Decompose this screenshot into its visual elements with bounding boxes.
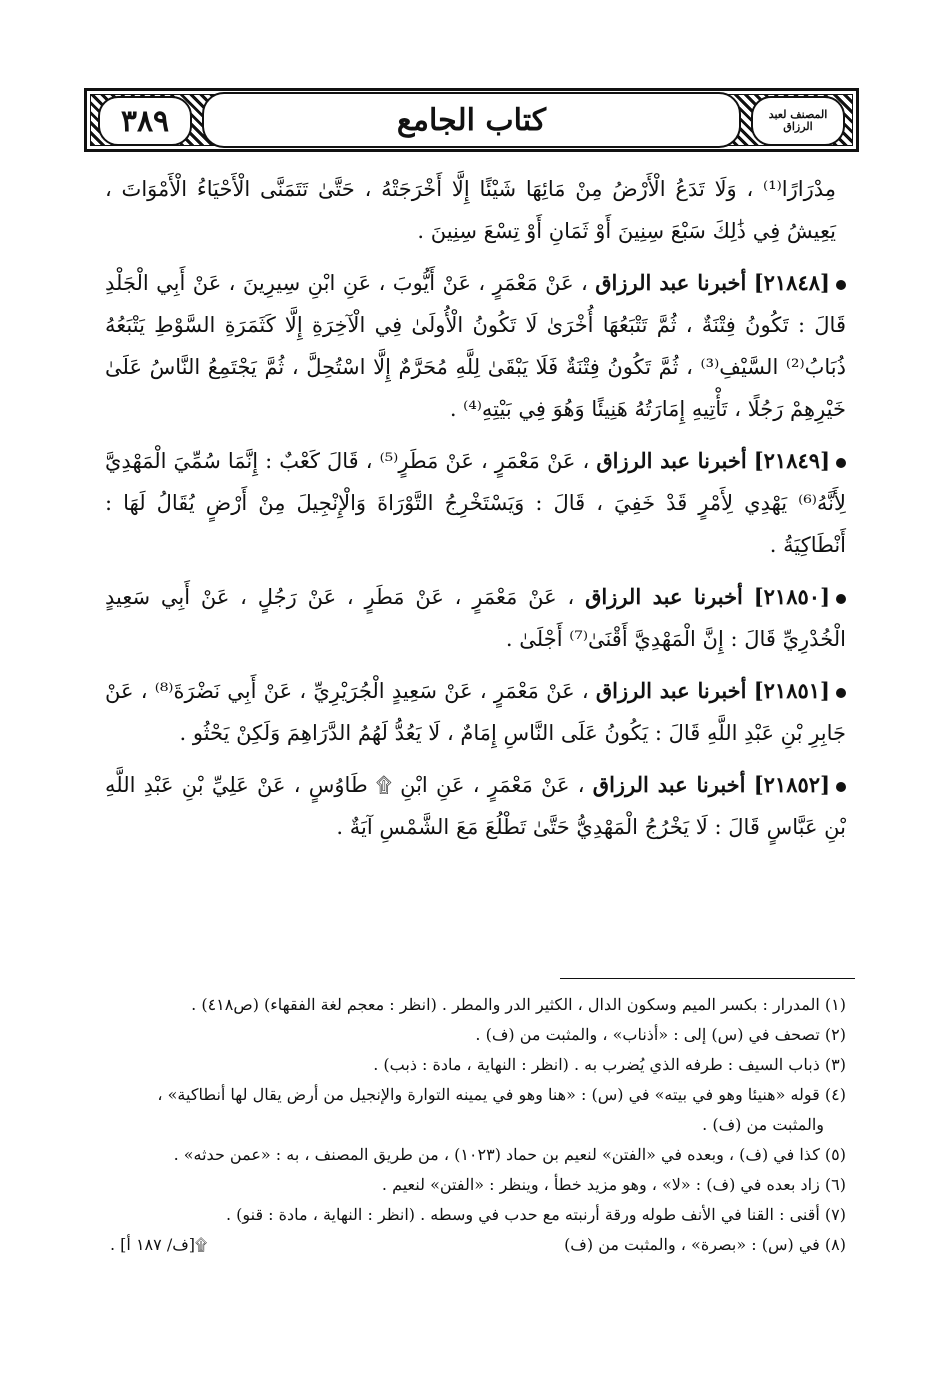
- hadith-text: ، عَنْ مَعْمَرٍ ، عَنْ سَعِيدٍ الْجُرَيْرِيِّ ، عَنْ أَبِي نَضْرَةَ⁽⁸⁾ ، عَنْ جَابِرِ بْنِ عَبْدِ اللَّهِ قَالَ : يَكُونُ عَلَى النَّاسِ إِمَامٌ ، لَا يَعُدُّ لَهُمُ الدَّرَاهِمَ وَلَكِنْ يَحْثُو .: [105, 679, 846, 745]
- akhbarana-label: أخبرنا عبد الرزاق: [585, 584, 743, 609]
- footnote-2: (٢) تصحف في (س) إلى : «أذناب» ، والمثبت من (ف) .: [475, 1025, 846, 1044]
- akhbarana-label: أخبرنا عبد الرزاق: [592, 772, 746, 797]
- chapter-title: كتاب الجامع: [396, 102, 547, 138]
- hadith-number: [٢١٨٥١]: [753, 678, 830, 703]
- bullet-icon: [836, 280, 846, 290]
- footnote-5: (٥) كذا في (ف) ، وبعده في «الفتن» لنعيم بن حماد (١٠٢٣) ، من طريق المصنف ، به : «عمن حدثه» .: [173, 1145, 846, 1164]
- akhbarana-label: أخبرنا عبد الرزاق: [595, 678, 747, 703]
- hadith-number: [٢١٨٥٢]: [753, 772, 830, 797]
- footnote-6: (٦) زاد بعده في (ف) : «لا» ، وهو مزيد خطأ ، وينظر : «الفتن» لنعيم .: [381, 1175, 846, 1194]
- bullet-icon: [836, 688, 846, 698]
- hadith-entry-21852: [105, 764, 846, 848]
- akhbarana-label: أخبرنا عبد الرزاق: [596, 448, 747, 473]
- footnote-divider: [560, 978, 855, 979]
- main-text: [105, 168, 846, 858]
- page-header: [84, 88, 859, 152]
- bullet-icon: [836, 782, 846, 792]
- hadith-number: [٢١٨٤٩]: [753, 448, 830, 473]
- bullet-icon: [836, 594, 846, 604]
- hadith-entry-21848: [105, 262, 846, 430]
- bullet-icon: [836, 458, 846, 468]
- footnote-8-row: [110, 1230, 846, 1260]
- hadith-text: ، عَنْ مَعْمَرٍ ، عَنِ ابْنِ ۩ طَاوُسٍ ، عَنْ عَلِيِّ بْنِ عَبْدِ اللَّهِ بْنِ عَبَّاسٍ قَالَ : لَا يَخْرُجُ الْمَهْدِيُّ حَتَّىٰ تَطْلُعَ مَعَ الشَّمْسِ آيَةٌ .: [105, 773, 846, 839]
- manuscript-marker: ۩[ف/ ١٨٧ أ] .: [110, 1235, 208, 1254]
- header-title-box: [202, 92, 741, 148]
- hadith-entry-21849: [105, 440, 846, 566]
- akhbarana-label: أخبرنا عبد الرزاق: [595, 270, 747, 295]
- footnote-1: (١) المدرار : بكسر الميم وسكون الدال ، الكثير الدر والمطر . (انظر : معجم لغة الفقهاء) (ص٤١٨) .: [191, 995, 846, 1014]
- hadith-entry-21851: [105, 670, 846, 754]
- hadith-text: ، عَنْ مَعْمَرٍ ، عَنْ مَطَرٍ⁽⁵⁾ ، قَالَ كَعْبٌ : إِنَّمَا سُمِّيَ الْمَهْدِيَّ لِأَنَّهُ⁽⁶⁾ يَهْدِي لِأَمْرٍ قَدْ خَفِيَ ، قَالَ : وَيَسْتَخْرِجُ التَّوْرَاةَ وَالْإِنْجِيلَ مِنْ أَرْضٍ يُقَالُ لَهَا : أَنْطَاكِيَةُ .: [105, 449, 846, 557]
- hadith-number: [٢١٨٤٨]: [753, 270, 830, 295]
- continuation-paragraph: [105, 168, 846, 252]
- footnote-7: (٧) أقنى : القنا في الأنف طوله ورقة أرنبته مع حدب في وسطه . (انظر : النهاية ، مادة : قنو) .: [225, 1205, 846, 1224]
- hadith-text: ، عَنْ مَعْمَرٍ ، عَنْ أَيُّوبَ ، عَنِ ابْنِ سِيرِينَ ، عَنْ أَبِي الْجَلْدِ قَالَ : تَكُونُ فِتْنَةٌ ، ثُمَّ تَتْبَعُهَا أُخْرَىٰ لَا تَكُونُ الْأُولَىٰ فِي الْآخِرَةِ إِلَّا كَثَمَرَةِ السَّوْطِ يَتْبَعُهُ ذُبَابُ⁽²⁾ السَّيْفِ⁽³⁾ ، ثُمَّ تَكُونُ فِتْنَةٌ فَلَا يَبْقَىٰ لِلَّهِ مُحَرَّمٌ إِلَّا اسْتُحِلَّ ، ثُمَّ يَجْتَمِعُ النَّاسُ عَلَىٰ خَيْرِهِمْ رَجُلًا ، تَأْتِيهِ إِمَارَتُهُ هَنِيئًا وَهُوَ فِي بَيْتِهِ⁽⁴⁾ .: [105, 271, 846, 421]
- hadith-number: [٢١٨٥٠]: [753, 584, 830, 609]
- footnote-8: (٨) في (س) : «بصرة» ، والمثبت من (ف): [564, 1235, 846, 1254]
- hadith-entry-21850: [105, 576, 846, 660]
- footnote-3: (٣) ذباب السيف : طرفه الذي يُضرب به . (انظر : النهاية ، مادة : ذبب) .: [373, 1055, 846, 1074]
- footnote-4: (٤) قوله «هنيئا وهو في بيته» في (س) : «هنا وهو في يمينه التوارة والإنجيل من أرض يقال لها أنطاكية» ،: [157, 1085, 846, 1104]
- hadith-text: ، عَنْ مَعْمَرٍ ، عَنْ مَطَرٍ ، عَنْ رَجُلٍ ، عَنْ أَبِي سَعِيدٍ الْخُدْرِيِّ قَالَ : إِنَّ الْمَهْدِيَّ أَقْنَىٰ⁽⁷⁾ أَجْلَىٰ .: [105, 585, 846, 651]
- book-logo: المصنف لعبد الرزاق: [751, 96, 845, 146]
- page-number: ٣٨٩: [98, 96, 192, 146]
- footnote-4-continued: والمثبت من (ف) .: [702, 1115, 824, 1134]
- footnotes: [110, 990, 846, 1260]
- continuation-text: مِدْرَارًا⁽¹⁾ ، وَلَا تَدَعُ الْأَرْضُ مِنْ مَائِهَا شَيْئًا إِلَّا أَخْرَجَتْهُ ، حَتَّىٰ تَتَمَنَّى الْأَحْيَاءُ الْأَمْوَاتَ ، يَعِيشُ فِي ذَٰلِكَ سَبْعَ سِنِينَ أَوْ ثَمَانِ أَوْ تِسْعَ سِنِينَ .: [105, 177, 836, 243]
